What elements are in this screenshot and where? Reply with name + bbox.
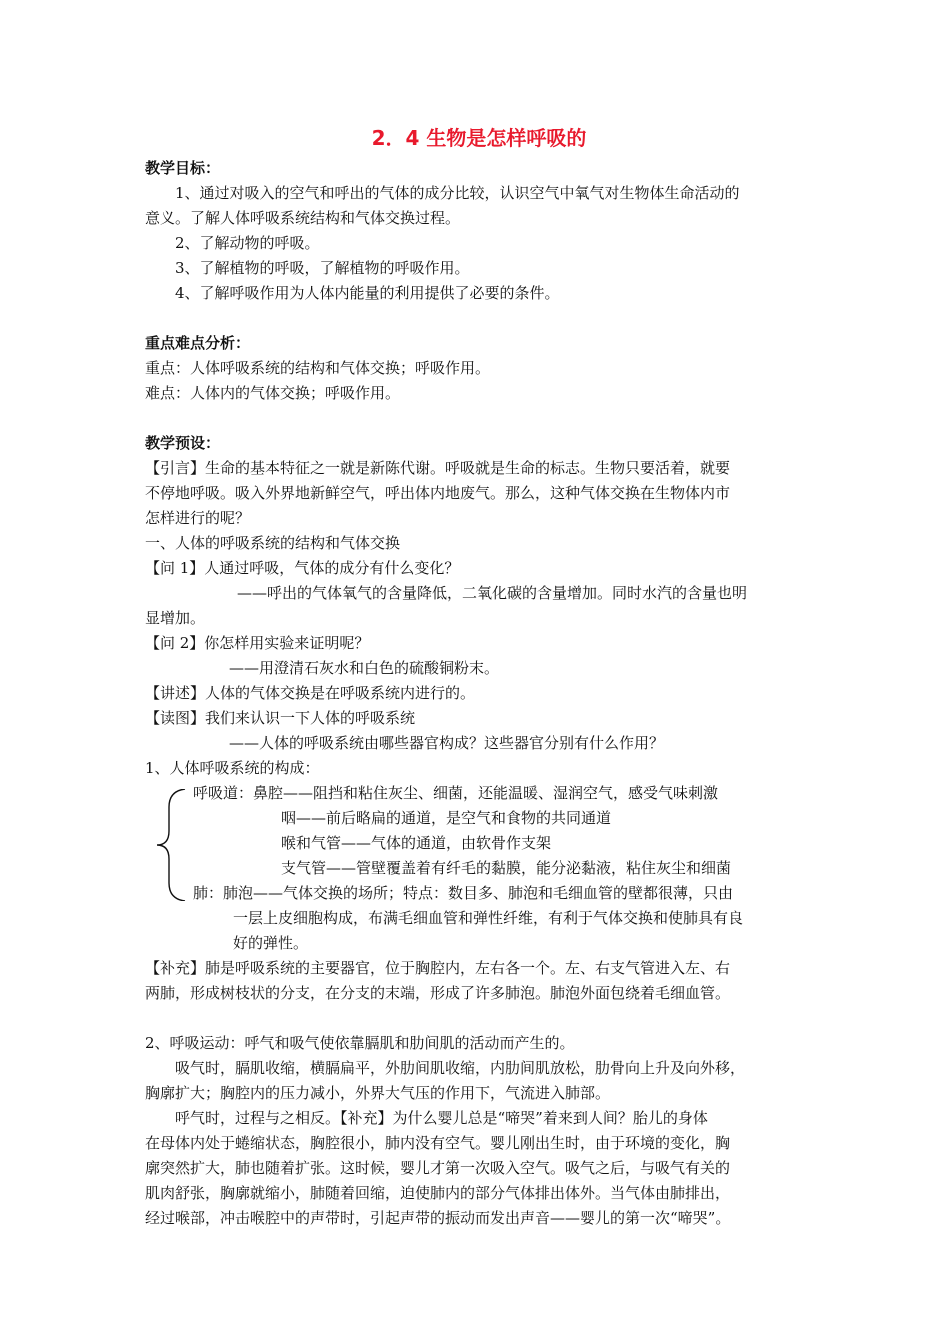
spacer: [145, 306, 813, 331]
intro-paragraph: 怎样进行的呢？: [145, 509, 251, 527]
breathing-movement: 2、呼吸运动：呼气和吸气使依靠膈肌和肋间肌的活动而产生的。: [145, 1034, 575, 1052]
document-title: 2．4 生物是怎样呼吸的: [371, 126, 587, 150]
section-heading: 一、人体的呼吸系统的结构和气体交换: [145, 534, 401, 552]
answer-2: ——用澄清石灰水和白色的硫酸铜粉末。: [229, 659, 500, 677]
bronchi: 支气管——管壁覆盖着有纤毛的黏膜，能分泌黏液，粘住灰尘和细菌: [281, 859, 732, 877]
read-figure-question: ——人体的呼吸系统由哪些器官构成？这些器官分别有什么作用？: [229, 734, 665, 752]
inhale-paragraph: 吸气时，膈肌收缩，横膈扁平，外肋间肌收缩，内肋间肌放松，肋骨向上升及向外移，: [175, 1059, 746, 1077]
preset-heading: 教学预设：: [145, 434, 221, 452]
keypoints-heading: 重点难点分析：: [145, 334, 251, 352]
supplement-paragraph: 两肺，形成树枝状的分支，在分支的末端，形成了许多肺泡。肺泡外面包绕着毛细血管。: [145, 984, 731, 1002]
objective-item: 3、了解植物的呼吸，了解植物的呼吸作用。: [175, 259, 470, 277]
objective-item: 4、了解呼吸作用为人体内能量的利用提供了必要的条件。: [175, 284, 560, 302]
read-figure-paragraph: 【读图】我们来认识一下人体的呼吸系统: [145, 709, 416, 727]
supplement-paragraph: 【补充】肺是呼吸系统的主要器官，位于胸腔内，左右各一个。左、右支气管进入左、右: [145, 959, 731, 977]
explain-paragraph: 【讲述】人体的气体交换是在呼吸系统内进行的。: [145, 684, 476, 702]
lung-cont: 好的弹性。: [233, 934, 309, 952]
key-point: 重点：人体呼吸系统的结构和气体交换；呼吸作用。: [145, 359, 491, 377]
answer-1: ——呼出的气体氧气的含量降低，二氧化碳的含量增加。同时水汽的含量也明: [237, 584, 748, 602]
exhale-paragraph: 呼气时，过程与之相反。【补充】为什么婴儿总是“啼哭”着来到人间？胎儿的身体: [175, 1109, 708, 1127]
larynx-trachea: 喉和气管——气体的通道，由软骨作支架: [281, 834, 552, 852]
question-1: 【问 1】人通过呼吸，气体的成分有什么变化？: [145, 559, 460, 577]
objective-item: 意义。了解人体呼吸系统结构和气体交换过程。: [145, 209, 461, 227]
lung-cont: 一层上皮细胞构成，布满毛细血管和弹性纤维，有利于气体交换和使肺具有良: [233, 909, 744, 927]
exhale-paragraph: 肌肉舒张，胸廓就缩小，肺随着回缩，迫使肺内的部分气体排出体外。当气体由肺排出，: [145, 1184, 731, 1202]
respiratory-structure-list: [145, 781, 813, 956]
intro-paragraph: 【引言】生命的基本特征之一就是新陈代谢。呼吸就是生命的标志。生物只要活着，就要: [145, 459, 731, 477]
structure-heading: 1、人体呼吸系统的构成：: [145, 759, 320, 777]
curly-brace-icon: [155, 789, 191, 901]
exhale-paragraph: 在母体内处于蜷缩状态，胸腔很小，肺内没有空气。婴儿刚出生时，由于环境的变化，胸: [145, 1134, 731, 1152]
question-2: 【问 2】你怎样用实验来证明呢？: [145, 634, 370, 652]
difficult-point: 难点：人体内的气体交换；呼吸作用。: [145, 384, 401, 402]
objective-item: 2、了解动物的呼吸。: [175, 234, 320, 252]
exhale-paragraph: 廓突然扩大，肺也随着扩张。这时候，婴儿才第一次吸入空气。吸气之后，与吸气有关的: [145, 1159, 731, 1177]
exhale-paragraph: 经过喉部，冲击喉腔中的声带时，引起声带的振动而发出声音——婴儿的第一次“啼哭”。: [145, 1209, 731, 1227]
objective-item: 1、通过对吸入的空气和呼出的气体的成分比较，认识空气中氧气对生物体生命活动的: [175, 184, 740, 202]
pharynx: 咽——前后略扁的通道，是空气和食物的共同通道: [281, 809, 612, 827]
spacer: [145, 1006, 813, 1031]
respiratory-tract: 呼吸道：鼻腔——阻挡和粘住灰尘、细菌，还能温暖、湿润空气，感受气味刺激: [193, 784, 719, 802]
intro-paragraph: 不停地呼吸。吸入外界地新鲜空气，呼出体内地废气。那么，这种气体交换在生物体内市: [145, 484, 731, 502]
objectives-heading: 教学目标：: [145, 159, 221, 177]
lung: 肺：肺泡——气体交换的场所；特点：数目多、肺泡和毛细血管的壁都很薄，只由: [193, 884, 734, 902]
spacer: [145, 406, 813, 431]
inhale-paragraph: 胸廓扩大；胸腔内的压力减小，外界大气压的作用下，气流进入肺部。: [145, 1084, 611, 1102]
document-page: [145, 120, 813, 1231]
answer-1-cont: 显增加。: [145, 609, 206, 627]
